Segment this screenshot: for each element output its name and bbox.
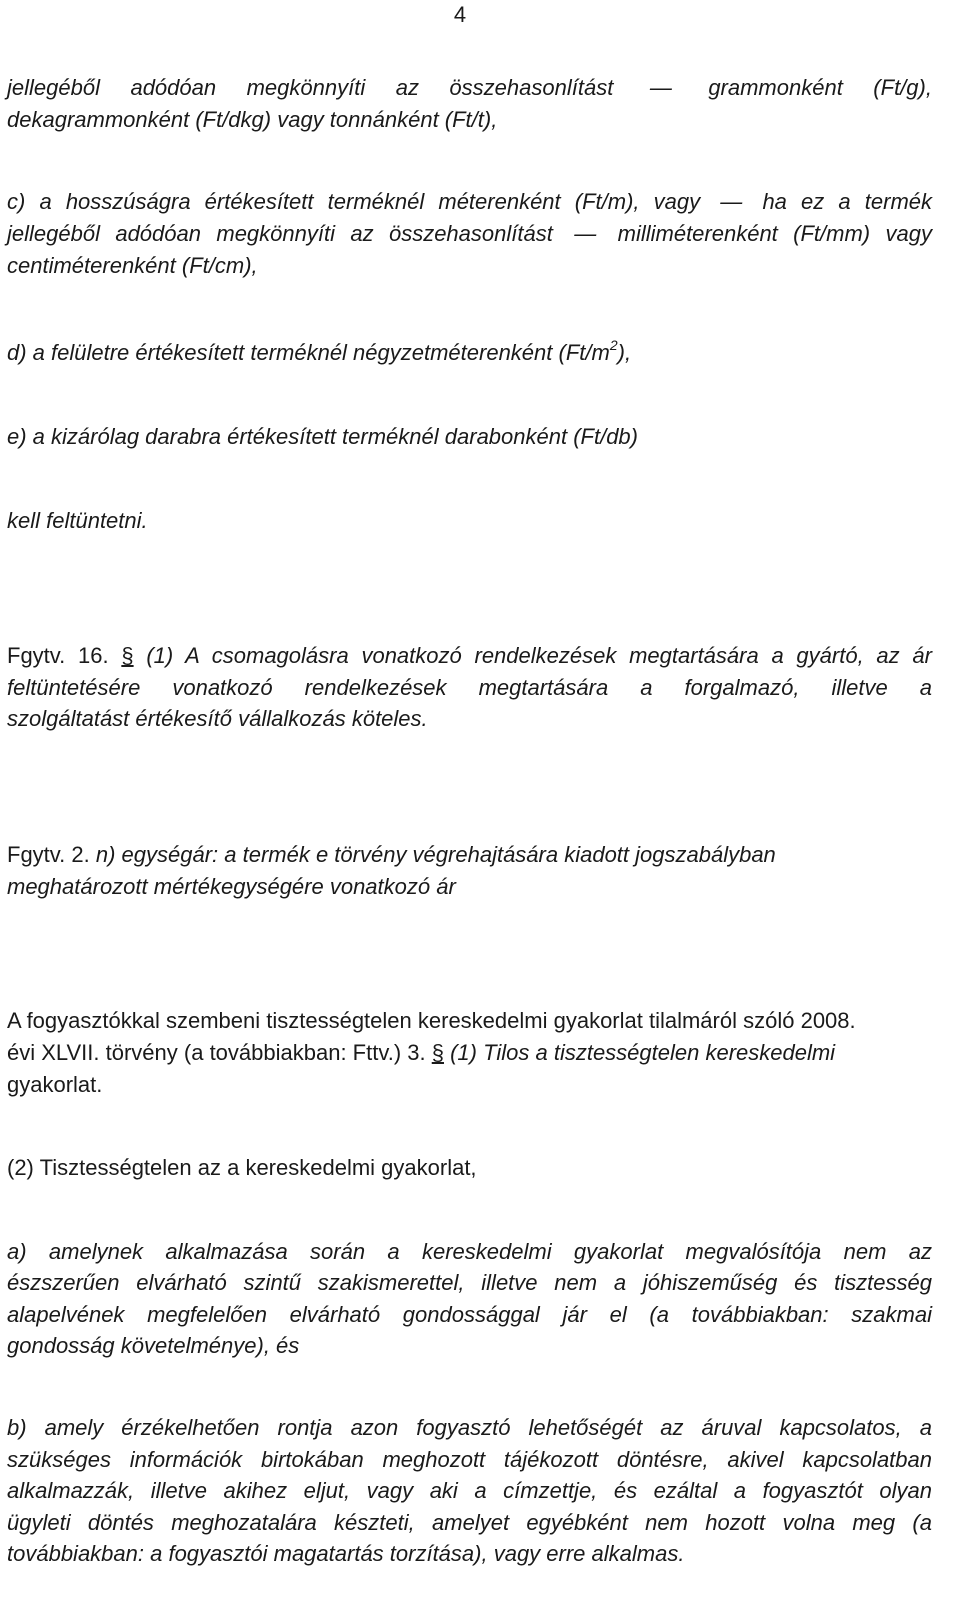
superscript-2: 2 [609, 336, 618, 353]
block-c-line-1 [7, 189, 932, 215]
block-a-line-2: dekagrammonként (Ft/dkg) vagy tonnánként (Ft/t), [7, 107, 498, 132]
em-dash: ― [649, 75, 672, 100]
block-b2-line-4: ügyleti döntés meghozatalára készteti, amelyet egyébként nem hozott volna meg (a [7, 1510, 932, 1535]
fttv-line-2 [7, 1040, 835, 1066]
block-d-text-before: d) a felületre értékesített terméknél négyzetméterenként (Ft/m [7, 340, 610, 365]
block-a2-line-4: gondosság követelménye), és [7, 1333, 300, 1358]
block-b2-line-5: továbbiakban: a fogyasztói magatartás torzítása), vagy erre alkalmas. [7, 1541, 685, 1566]
block-a2-line-3: alapelvének megfelelően elvárható gondossággal jár el (a továbbiakban: szakmai [7, 1302, 932, 1327]
block-a-line-1-part-1: jellegéből adódóan megkönnyíti az összehasonlítást [7, 75, 614, 100]
fttv-line-1: A fogyasztókkal szembeni tisztességtelen kereskedelmi gyakorlat tilalmáról szóló 2008. [7, 1008, 856, 1033]
fgytv2-prefix: Fgytv. 2. [7, 842, 90, 867]
block-a2-line-2: észszerűen elvárható szintű szakismerettel, illetve nem a jóhiszeműség és tisztesség [7, 1270, 932, 1295]
block-d-text-after: ), [617, 340, 632, 365]
fgytv16-line-1 [7, 643, 932, 669]
paragraph-2-line: (2) Tisztességtelen az a kereskedelmi gyakorlat, [7, 1155, 477, 1180]
fgytv16-line-2: feltüntetésére vonatkozó rendelkezések megtartására a forgalmazó, illetve a [7, 675, 932, 700]
section-sign: § [431, 1040, 444, 1065]
page-number: 4 [453, 2, 467, 27]
fgytv16-line-1-rest: (1) A csomagolásra vonatkozó rendelkezések megtartására a gyártó, az ár [146, 643, 932, 668]
block-c-line-3: centiméterenként (Ft/cm), [7, 253, 258, 278]
block-e-line: e) a kizárólag darabra értékesített terméknél darabonként (Ft/db) [7, 424, 638, 449]
block-b2-line-2: szükséges információk birtokában meghozott tájékozott döntésre, akivel kapcsolatban [7, 1447, 932, 1472]
fgytv2-line-1 [7, 842, 776, 868]
block-c-line-1-part-2: ha ez a termék [762, 189, 933, 214]
block-a2-line-1: a) amelynek alkalmazása során a kereskedelmi gyakorlat megvalósítója nem az [7, 1239, 932, 1264]
fgytv16-prefix: Fgytv. 16. [7, 643, 109, 668]
fttv-line-3: gyakorlat. [7, 1072, 103, 1097]
fttv-line-2-rest: (1) Tilos a tisztességtelen kereskedelmi [450, 1040, 836, 1065]
block-c-line-1-part-1: c) a hosszúságra értékesített terméknél méterenként (Ft/m), vagy [7, 189, 701, 214]
block-c-line-2 [7, 221, 932, 247]
em-dash: ― [574, 221, 597, 246]
fttv-line-2-prefix: évi XLVII. törvény (a továbbiakban: Fttv.) 3. [7, 1040, 426, 1065]
block-c-line-2-part-1: jellegéből adódóan megkönnyíti az összehasonlítást [7, 221, 553, 246]
em-dash: ― [720, 189, 743, 214]
fgytv2-line-2: meghatározott mértékegységére vonatkozó ár [7, 874, 456, 899]
block-d-line [7, 336, 632, 366]
fgytv2-line-1-rest: n) egységár: a termék e törvény végrehajtására kiadott jogszabályban [95, 842, 776, 867]
section-sign: § [121, 643, 134, 668]
block-c-line-2-part-2: milliméterenként (Ft/mm) vagy [617, 221, 932, 246]
kell-feltuntetni-line: kell feltüntetni. [7, 508, 148, 533]
fgytv16-line-3: szolgáltatást értékesítő vállalkozás köteles. [7, 706, 428, 731]
block-a-line-1 [7, 75, 932, 101]
block-b2-line-3: alkalmazzák, illetve akihez eljut, vagy aki a címzettje, és ezáltal a fogyasztót olyan [7, 1478, 932, 1503]
block-a-line-1-part-2: grammonként (Ft/g), [708, 75, 932, 100]
block-b2-line-1: b) amely érzékelhetően rontja azon fogyasztó lehetőségét az áruval kapcsolatos, a [7, 1415, 932, 1440]
